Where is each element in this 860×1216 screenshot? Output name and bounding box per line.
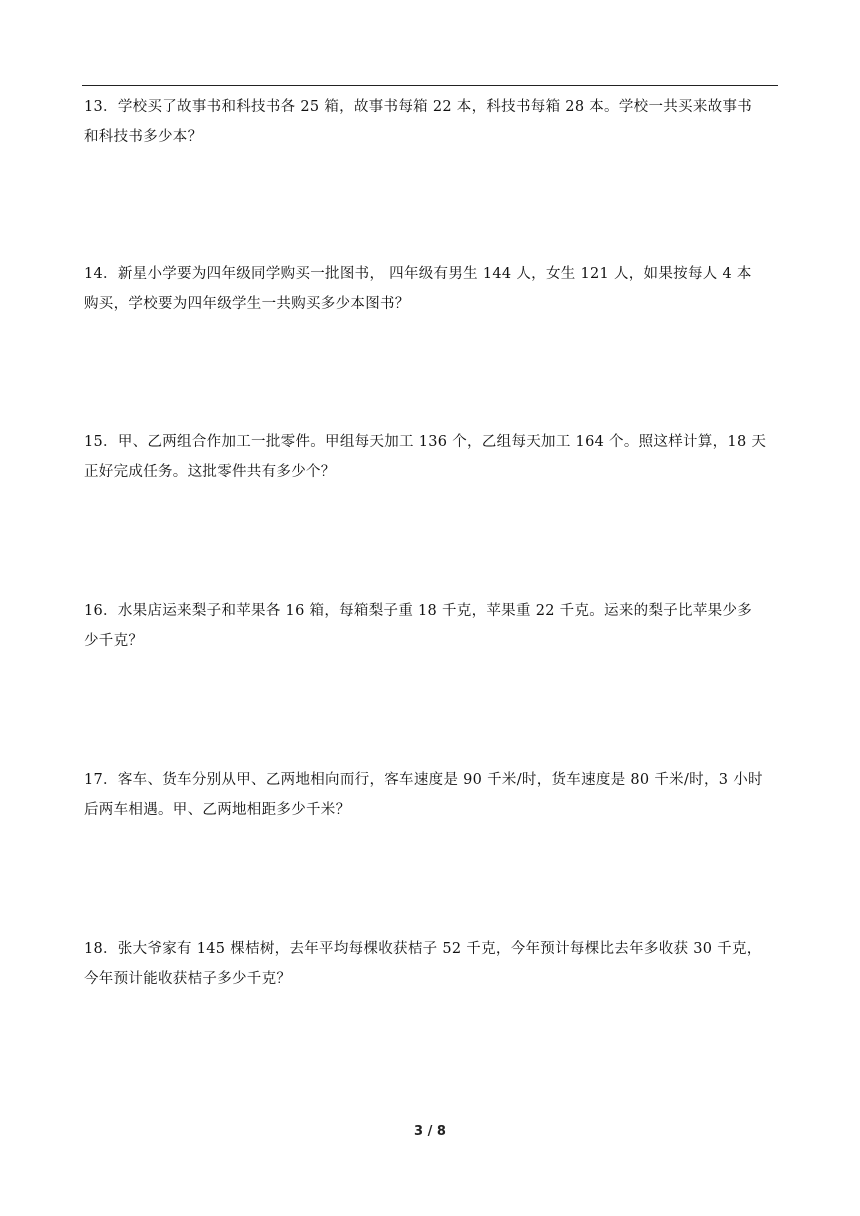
problem-14-line-2: 购买，学校要为四年级学生一共购买多少本图书？ bbox=[84, 296, 410, 312]
problem-14-line-1: 14．新星小学要为四年级同学购买一批图书， 四年级有男生 144 人，女生 121 人，如果按每人 4 本 bbox=[84, 266, 752, 282]
problem-15-line-2: 正好完成任务。这批零件共有多少个？ bbox=[84, 464, 336, 480]
problem-13-line-2: 和科技书多少本？ bbox=[84, 129, 203, 145]
problem-18-line-1: 18．张大爷家有 145 棵桔树，去年平均每棵收获桔子 52 千克，今年预计每棵比去年多收获 30 千克， bbox=[84, 941, 762, 957]
problem-16-line-1: 16．水果店运来梨子和苹果各 16 箱，每箱梨子重 18 千克，苹果重 22 千克。运来的梨子比苹果少多 bbox=[84, 603, 753, 619]
problem-15 bbox=[84, 427, 780, 487]
problem-15-line-1: 15．甲、乙两组合作加工一批零件。甲组每天加工 136 个，乙组每天加工 164 个。照这样计算，18 天 bbox=[84, 434, 767, 450]
problem-17 bbox=[84, 765, 780, 825]
problem-13-line-1: 13．学校买了故事书和科技书各 25 箱，故事书每箱 22 本，科技书每箱 28 本。学校一共买来故事书 bbox=[84, 99, 753, 115]
problem-14 bbox=[84, 259, 780, 319]
problem-16-line-2: 少千克？ bbox=[84, 633, 144, 649]
problem-17-line-1: 17．客车、货车分别从甲、乙两地相向而行，客车速度是 90 千米/时，货车速度是 80 千米/时，3 小时 bbox=[84, 772, 763, 788]
problem-16 bbox=[84, 596, 780, 656]
problem-17-line-2: 后两车相遇。甲、乙两地相距多少千米？ bbox=[84, 802, 351, 818]
problem-18 bbox=[84, 934, 780, 994]
problem-13 bbox=[84, 92, 780, 152]
page-number: 3 / 8 bbox=[414, 1124, 446, 1139]
problem-18-line-2: 今年预计能收获桔子多少千克？ bbox=[84, 971, 292, 987]
header-rule bbox=[82, 85, 778, 86]
